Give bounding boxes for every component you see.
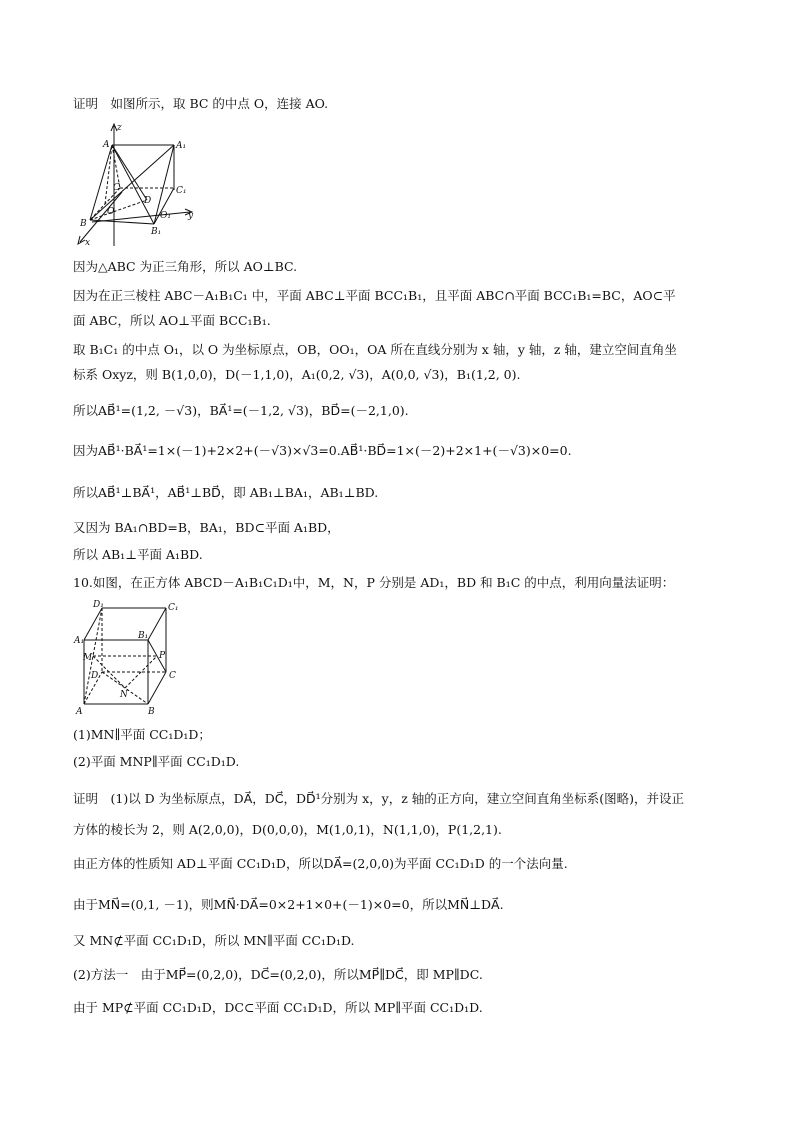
x-axis bbox=[80, 192, 122, 242]
label-B1: B₁ bbox=[138, 631, 149, 641]
label-B: B bbox=[148, 707, 155, 717]
proof9-line-4: 取 B₁C₁ 的中点 O₁，以 O 为坐标原点，OB，OO₁，OA 所在直线分别为 x 轴，y 轴，z 轴，建立空间直角坐 bbox=[73, 342, 677, 357]
proof10-line-2: 方体的棱长为 2，则 A(2,0,0)，D(0,0,0)，M(1,0,1)，N(1,1,0)，P(1,2,1). bbox=[73, 822, 502, 837]
label-A1: A₁ bbox=[176, 141, 187, 151]
proof10-line-3: 由正方体的性质知 AD⊥平面 CC₁D₁D，所以DA⃗=(2,0,0)为平面 CC₁D₁D 的一个法向量. bbox=[73, 856, 568, 871]
label-y: y bbox=[188, 211, 194, 221]
label-D1: D₁ bbox=[93, 600, 104, 610]
label-O1: O₁ bbox=[160, 211, 171, 221]
proof9-line-7: 因为AB⃗¹·BA⃗¹=1×(－1)+2×2+(－√3)×√3=0.AB⃗¹·BD⃗=1×(－2)+2×1+(－√3)×0=0. bbox=[73, 443, 572, 458]
label-A: A bbox=[103, 140, 110, 150]
proof9-intro: 证明 如图所示，取 BC 的中点 O，连接 AO. bbox=[73, 96, 329, 111]
cube-figure bbox=[72, 598, 184, 720]
proof10-line-1: 证明 (1)以 D 为坐标原点，DA⃗，DC⃗，DD⃗¹分别为 x，y，z 轴的正方向，建立空间直角坐标系(图略)，并设正 bbox=[73, 791, 685, 806]
proof10-line-7: 由于 MP⊄平面 CC₁D₁D，DC⊂平面 CC₁D₁D，所以 MP∥平面 CC₁D₁D. bbox=[73, 1000, 483, 1015]
label-C1: C₁ bbox=[168, 603, 179, 613]
label-B1: B₁ bbox=[151, 227, 162, 237]
proof9-line-3: 面 ABC，所以 AO⊥平面 BCC₁B₁. bbox=[73, 313, 271, 328]
proof9-line-8: 所以AB⃗¹⊥BA⃗¹，AB⃗¹⊥BD⃗，即 AB₁⊥BA₁，AB₁⊥BD. bbox=[73, 485, 379, 500]
label-C: C bbox=[113, 183, 120, 193]
label-D: D bbox=[91, 671, 99, 681]
proof10-line-4: 由于MN⃗=(0,1, －1)，则MN⃗·DA⃗=0×2+1×0+(－1)×0=0，所以MN⃗⊥DA⃗. bbox=[73, 897, 504, 912]
proof9-line-10: 所以 AB₁⊥平面 A₁BD. bbox=[73, 547, 203, 562]
label-C1: C₁ bbox=[176, 186, 187, 196]
label-z: z bbox=[117, 123, 122, 133]
label-B: B bbox=[80, 219, 87, 229]
problem10-statement: 10.如图，在正方体 ABCD－A₁B₁C₁D₁中，M，N，P 分别是 AD₁，BD 和 B₁C 的中点，利用向量法证明： bbox=[73, 575, 675, 590]
proof9-line-9: 又因为 BA₁∩BD=B，BA₁，BD⊂平面 A₁BD， bbox=[73, 520, 340, 535]
proof10-line-6: (2)方法一 由于MP⃗=(0,2,0)，DC⃗=(0,2,0)，所以MP⃗∥DC⃗，即 MP∥DC. bbox=[73, 967, 483, 982]
proof9-line-6: 所以AB⃗¹=(1,2, －√3)，BA⃗¹=(－1,2, √3)，BD⃗=(－2,1,0). bbox=[73, 403, 409, 418]
proof9-line-5: 标系 Oxyz，则 B(1,0,0)，D(－1,1,0)，A₁(0,2, √3)，A(0,0, √3)，B₁(1,2, 0). bbox=[73, 367, 521, 382]
problem10-part1: (1)MN∥平面 CC₁D₁D； bbox=[73, 727, 211, 742]
label-C: C bbox=[169, 671, 176, 681]
problem10-part2: (2)平面 MNP∥平面 CC₁D₁D. bbox=[73, 754, 240, 769]
label-O: O bbox=[107, 207, 115, 217]
label-N: N bbox=[120, 690, 128, 700]
label-P: P bbox=[159, 651, 166, 661]
label-A: A bbox=[76, 707, 83, 717]
label-M: M bbox=[83, 653, 93, 663]
label-A1: A₁ bbox=[74, 636, 85, 646]
proof9-line-2: 因为在正三棱柱 ABC－A₁B₁C₁ 中，平面 ABC⊥平面 BCC₁B₁，且平面 ABC∩平面 BCC₁B₁=BC，AO⊂平 bbox=[73, 288, 676, 303]
label-D: D bbox=[144, 196, 152, 206]
proof9-line-1: 因为△ABC 为正三角形，所以 AO⊥BC. bbox=[73, 259, 298, 274]
proof10-line-5: 又 MN⊄平面 CC₁D₁D，所以 MN∥平面 CC₁D₁D. bbox=[73, 933, 355, 948]
label-x: x bbox=[85, 238, 91, 248]
prism-figure bbox=[72, 120, 202, 250]
